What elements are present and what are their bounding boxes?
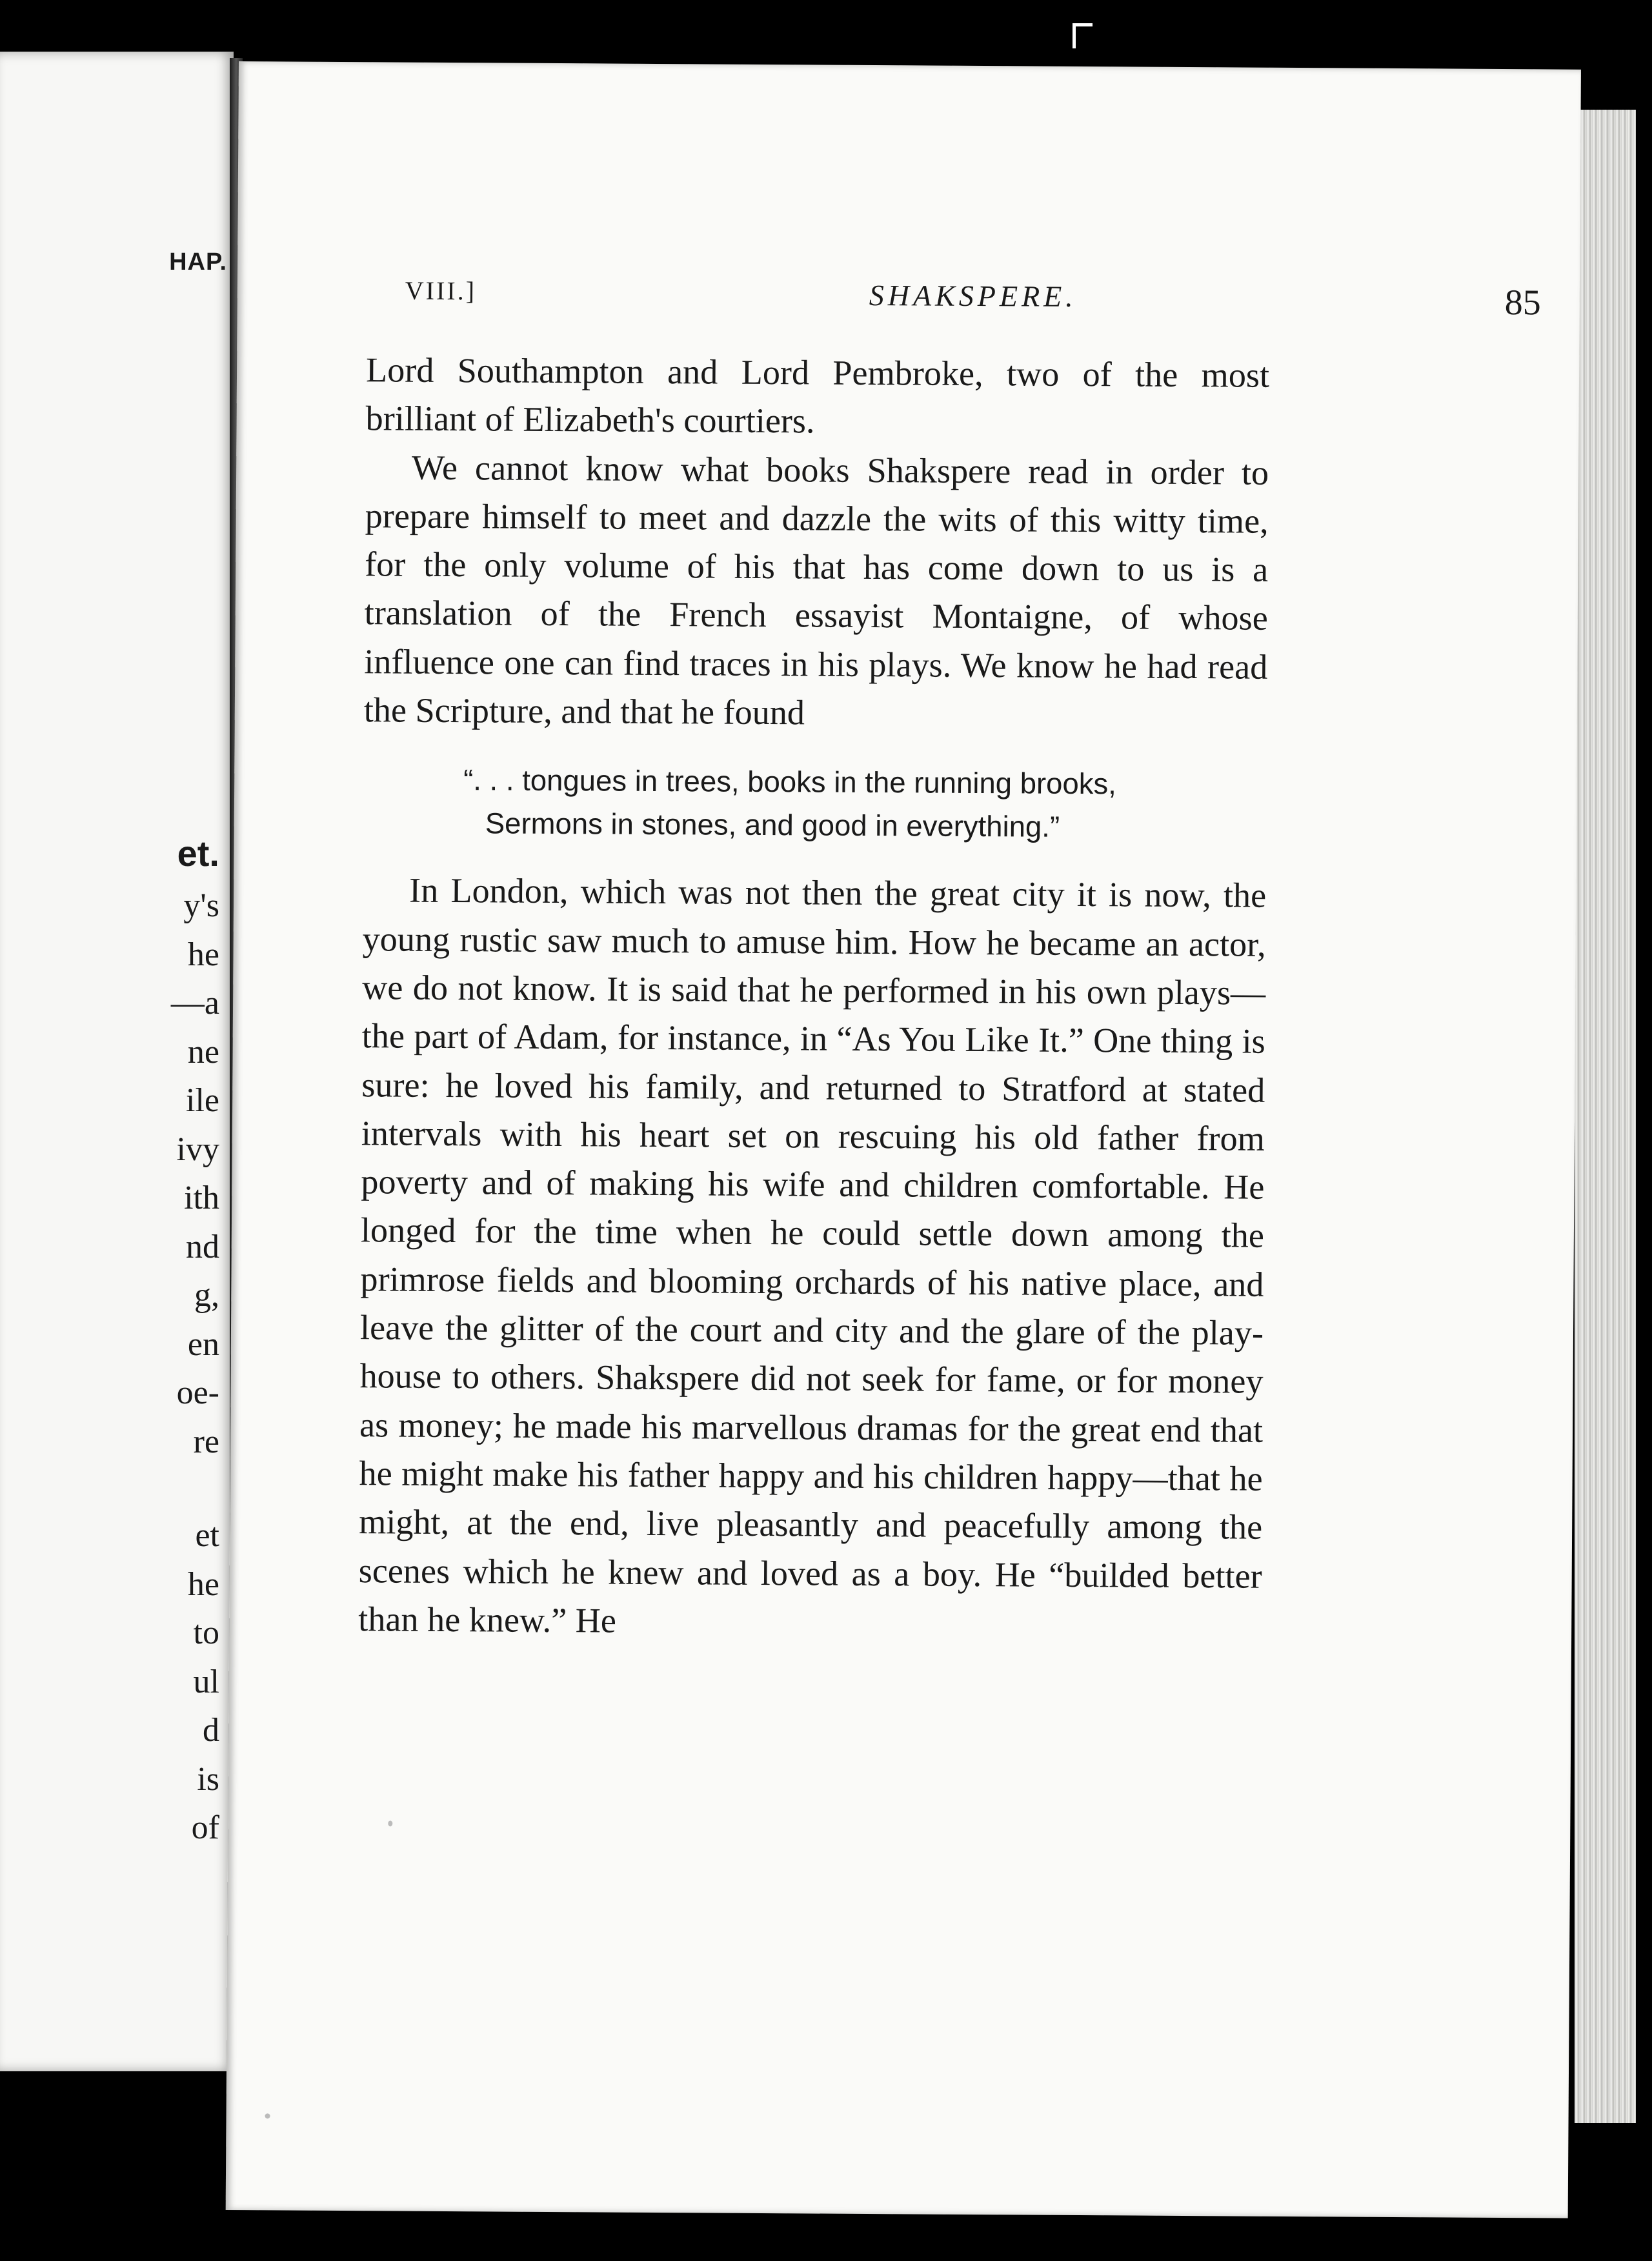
left-heading-fragment: et. [177, 833, 219, 874]
left-line-fragment: et [195, 1517, 219, 1554]
right-page [226, 61, 1581, 2218]
speck [265, 2113, 270, 2118]
paragraph: Lord Southampton and Lord Pembroke, two of the most brilliant of Elizabeth's courtiers. [365, 350, 1270, 441]
left-line-fragment: ivy [176, 1130, 219, 1168]
left-line-fragment: is [197, 1760, 219, 1798]
scan-corner-mark [1073, 23, 1093, 48]
page-edges [1575, 110, 1636, 2123]
running-head [405, 276, 1540, 334]
page-number: 85 [1504, 282, 1541, 323]
left-line-fragment: —a [170, 985, 219, 1021]
left-line-fragment: ith [184, 1180, 219, 1216]
block-quote [363, 758, 1267, 850]
left-line-fragment: oe- [176, 1374, 219, 1411]
left-line-fragment: ne [187, 1033, 219, 1070]
left-line-fragment: ile [186, 1082, 219, 1119]
left-line-fragment: of [191, 1809, 219, 1846]
speck [388, 1820, 392, 1826]
left-running-head-fragment: HAP. [169, 248, 227, 276]
left-line-fragment: ul [193, 1663, 219, 1700]
left-text-fragments [171, 826, 219, 1853]
left-line-fragment: y's [183, 887, 219, 924]
quote-line: Sermons in stones, and good in everything.” [485, 807, 1060, 844]
body-text [358, 346, 1269, 1649]
left-line-fragment: he [187, 936, 219, 973]
left-line-fragment: d [203, 1712, 219, 1749]
paragraph: We cannot know what books Shakspere read in order to prepare himself to meet and dazzle the wits of this witty time, for the only volume of his that has come down to us is a translation of the French essayist Montaigne, of whose influence one can find traces in his plays. We know he had read the Scripture, and that he found [363, 448, 1269, 732]
running-title: SHAKSPERE. [869, 278, 1077, 313]
left-line-fragment: re [193, 1423, 219, 1460]
chapter-marker: VIII.] [405, 276, 477, 306]
quote-line: “. . . tongues in trees, books in the running brooks, [463, 763, 1117, 801]
left-line-fragment: he [187, 1565, 219, 1603]
left-line-fragment: g, [194, 1277, 219, 1314]
left-line-fragment: to [193, 1614, 219, 1651]
left-facing-page [0, 52, 234, 2071]
paragraph: In London, which was not then the great city it is now, the young rustic saw much to amuse him. How he became an actor, we do not know. It is said that he performed in his own plays—the part of Adam, for instance, in “As You Like It.” One thing is sure: he loved his family, and returned to Stratford at stated intervals with his heart set on rescuing his old father from poverty and of making his wife and children comfortable. He longed for the time when he could settle down among the primrose fields and blooming orchards of his native place, and leave the glitter of the court and city and the glare of the play-house to others. Shakspere did not seek for fame, or for money as money; he made his marvellous dramas for the great end that he might make his father happy and his children happy—that he might, at the end, live pleasantly and peacefully among the scenes which he knew and loved as a boy. He “builded better than he knew.” He [358, 871, 1267, 1640]
left-line-fragment: en [187, 1325, 219, 1363]
left-line-fragment: nd [186, 1228, 219, 1265]
